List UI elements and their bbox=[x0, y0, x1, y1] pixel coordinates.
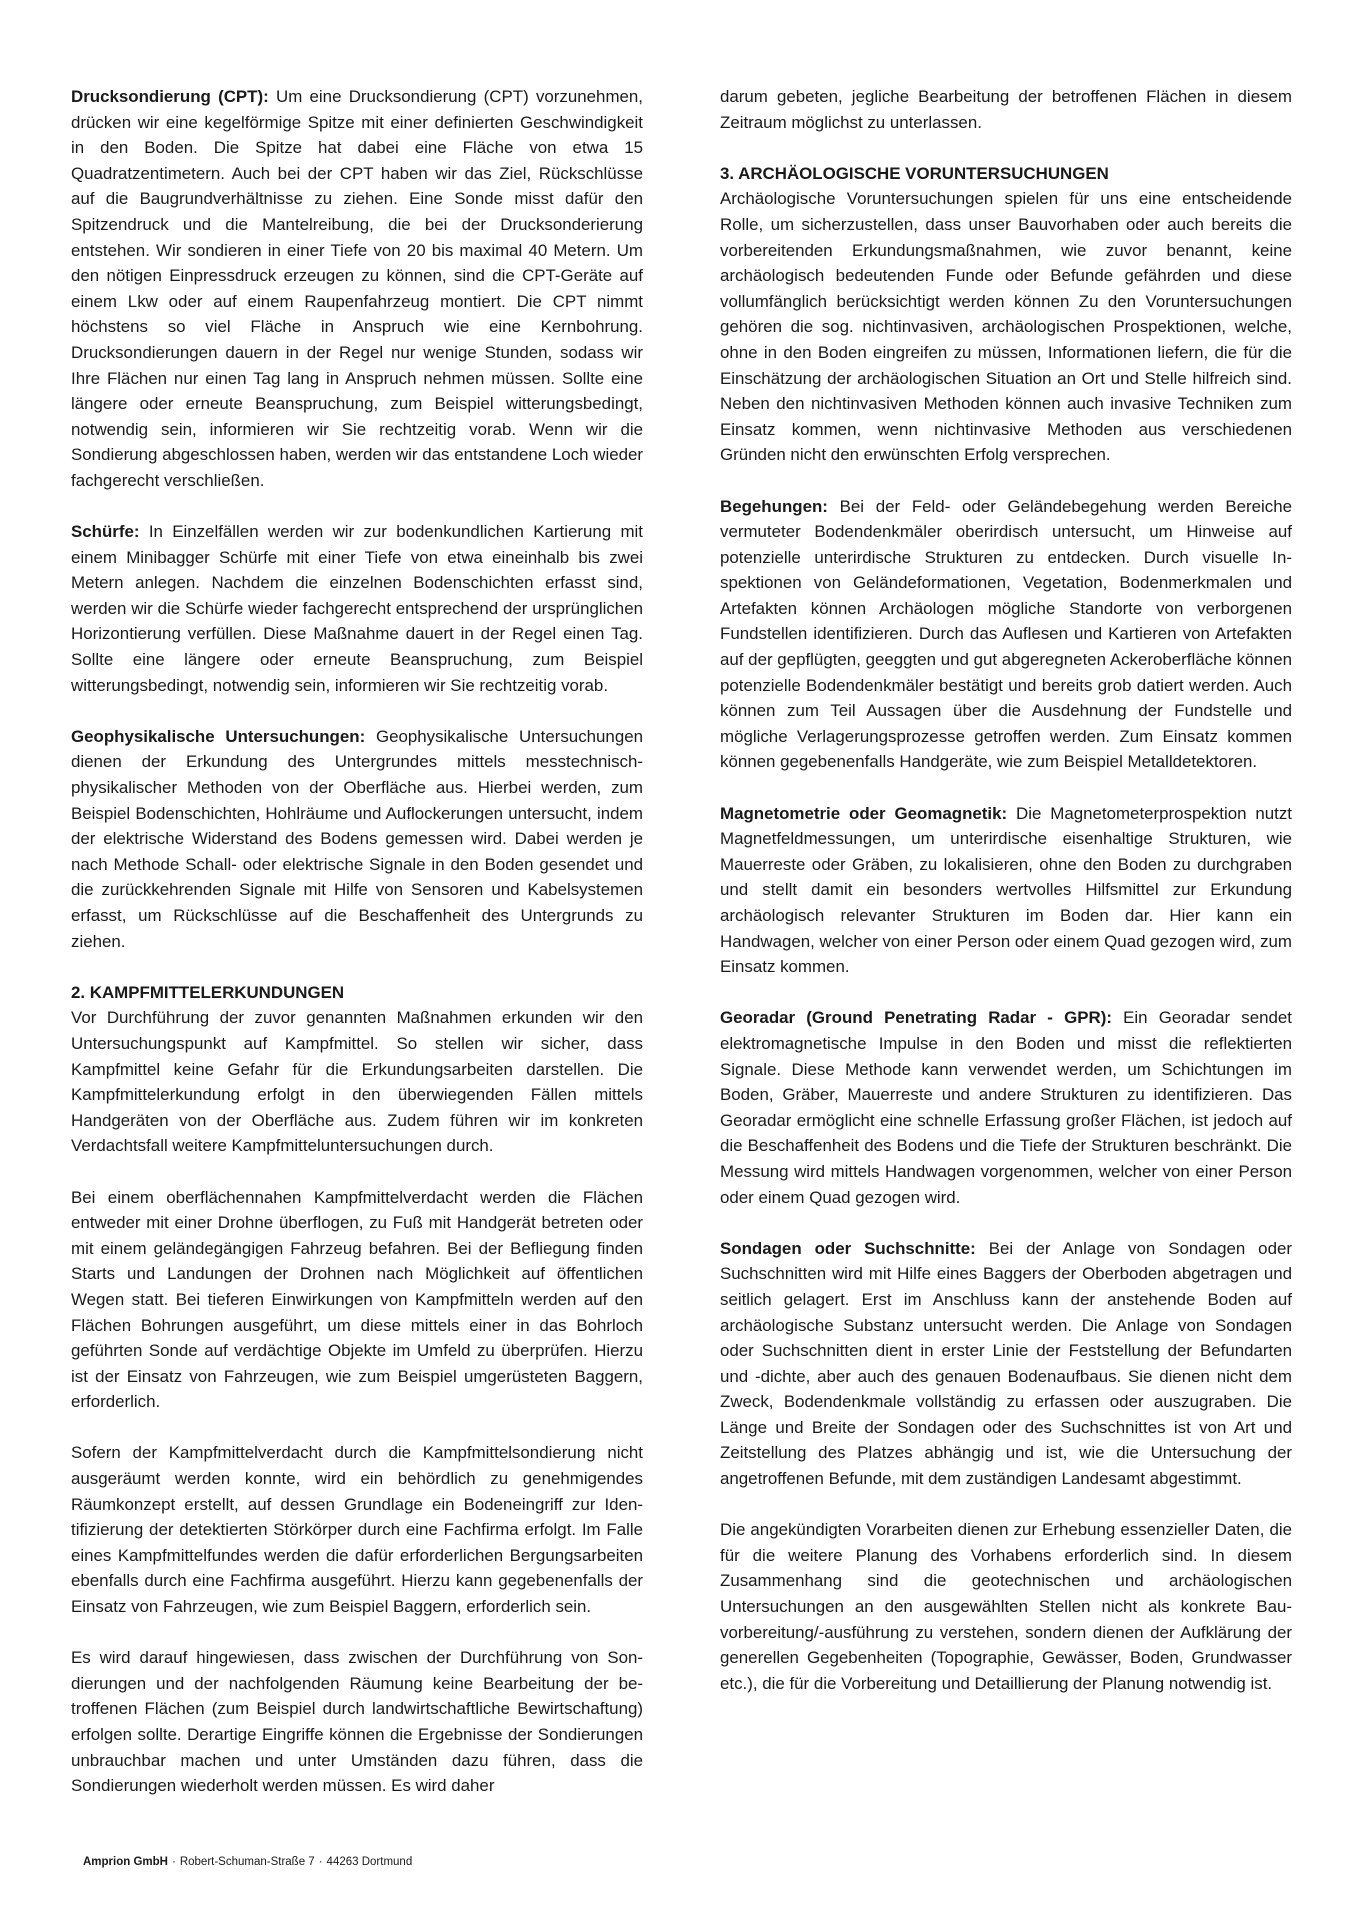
begehungen-paragraph bbox=[720, 494, 1292, 776]
page-footer bbox=[83, 1856, 412, 1868]
continuation-paragraph: darum gebeten, jegliche Bearbeitung der betroffenen Flächen in diesem Zeitraum möglichst zu unterlassen. bbox=[720, 87, 1292, 132]
magnetometrie-text: Die Magnetometerprospektion nutzt Magnetfeldmessungen, um unterirdische eisenhaltige Strukturen, wie Mauerreste oder Gräben, zu lokalisieren, ohne den Boden zu durchgraben und stellt damit ein besonders wertvolles Hilfsmittel zur Erkundung archäologisch relevanter Strukturen im Boden dar. Hier kann ein Handwagen, welcher von einer Person oder einem Quad gezogen wird, zum Einsatz kommen. bbox=[720, 803, 1292, 977]
sondagen-paragraph bbox=[720, 1236, 1292, 1492]
magnetometrie-lead: Magnetometrie oder Geomagnetik: bbox=[720, 803, 1008, 823]
closing-paragraph: Die angekündigten Vorarbeiten dienen zur Erhebung essenzieller Daten, die für die weitere Planung des Vorhabens erforderlich sind. In diesem Zusammenhang sind die geotechnischen und archäologischen Untersuchungen an den ausgewählten Stellen nicht als konkrete Bauvorbereitung/-ausführung zu verstehen, sondern dienen der Aufklärung der generellen Gegebenheiten (Topographie, Gewässer, Boden, Grundwasser etc.), die für die Vorbereitung und Detaillierung der Planung notwendig ist. bbox=[720, 1520, 1292, 1693]
kampfmittel-heading: 2. KAMPFMITTELERKUNDUNGEN bbox=[71, 982, 345, 1002]
begehungen-text: Bei der Feld- oder Geländebegehung werden Bereiche vermuteter Bodendenkmäler oberirdisch untersucht, um Hinweise auf potenzielle unterirdische Strukturen zu entdecken. Durch visuelle Inspektionen von Geländeformationen, Vegetation, Bodenmerkmalen und Artefakten können Archäologen mögliche Standorte von verborgenen Fundstellen identifizieren. Durch das Auflesen und Kartieren von Artefakten auf der gepflügten, geeggten und gut abgeregneten Ackeroberfläche können potenzielle Bodendenkmäler bestätigt und bereits grob datiert werden. Auch können zum Teil Aussagen über die Ausdehnung der Fundstelle und mögliche Verlagerungsprozesse getroffen werden. Zum Einsatz kommen können gegebenenfalls Handgeräte, wie zum Beispiel Metalldetektoren. bbox=[720, 496, 1292, 772]
georadar-paragraph bbox=[720, 1005, 1292, 1210]
kampfmittel-paragraph-2: Bei einem oberflächennahen Kampfmittelverdacht werden die Flächen entweder mit einer Drohne überflogen, zu Fuß mit Handgerät betreten oder mit einem geländegängigen Fahrzeug befahren. Bei der Befliegung finden Starts und Landungen der Drohnen nach Möglichkeit auf öffentlichen Wegen statt. Bei tieferen Einwirkungen von Kampfmitteln werden auf den Flächen Bohrungen ausgeführt, um diese mittels einer in das Bohrloch geführten Sonde auf verdächtige Objekte im Umfeld zu überprüfen. Hierzu ist der Einsatz von Fahrzeugen, wie zum Beispiel umgerüsteten Baggern, erforderlich. bbox=[71, 1187, 643, 1412]
footer-street: Robert-Schuman-Straße 7 bbox=[179, 1856, 315, 1868]
right-column bbox=[720, 84, 1292, 1696]
magnetometrie-paragraph bbox=[720, 801, 1292, 980]
geophysik-lead: Geophysikalische Untersuchungen: bbox=[71, 726, 366, 746]
footer-separator: · bbox=[318, 1856, 323, 1868]
footer-city: 44263 Dortmund bbox=[326, 1856, 413, 1868]
schuerfe-text: In Einzelfällen werden wir zur bodenkundlichen Kartierung mit einem Minibagger Schürfe mit einer Tiefe von etwa eineinhalb bis zwei Metern anlegen. Nachdem die einzelnen Bodenschichten erfasst sind, werden wir die Schürfe wieder fachgerecht entsprechend der ursprünglichen Horizontierung verfüllen. Diese Maßnahme dauert in der Regel einen Tag. Sollte eine längere oder erneute Beanspruchung, zum Beispiel witterungsbedingt, notwendig sein, informieren wir Sie rechtzeitig vorab. bbox=[71, 522, 643, 695]
georadar-text: Ein Georadar sendet elektromagnetische Impulse in den Boden und misst die reflektierten Signale. Diese Methode kann verwendet werden, um Schichtungen im Boden, Gräber, Mauerreste und andere Strukturen zu identifizieren. Das Georadar ermöglicht eine schnelle Erfassung großer Flächen, ist jedoch auf die Beschaffenheit des Bodens und die Tiefe der Strukturen beschränkt. Die Messung wird mittels Handwagen vorgenommen, welcher von einer Person oder einem Quad gezogen wird. bbox=[720, 1008, 1292, 1207]
begehungen-lead: Begehungen: bbox=[720, 496, 828, 516]
sondagen-text: Bei der Anlage von Sondagen oder Suchschnitten wird mit Hilfe eines Baggers der Oberboden abgetragen und seitlich gelagert. Erst im Anschluss kann der anstehende Boden auf archäologische Substanz untersucht werden. Die Anlage von Sondagen oder Suchschnitten dient in erster Linie der Feststellung der Befundarten und -dichte, aber auch des genauen Bodenaufbaus. Sie dienen nicht dem Zweck, Bodendenkmale vollständig zu erfassen oder auszugraben. Die Länge und Breite der Sondagen oder des Suchschnittes ist von Art und Zeitstellung des Platzes abhängig und ist, wie die Untersuchung der angetroffenen Befunde, mit dem zuständigen Landesamt abgestimmt. bbox=[720, 1238, 1292, 1489]
geophysik-text: Geophysikalische Untersuchungen dienen der Erkundung des Untergrundes mittels messtechnisch-physikalischer Methoden von der Oberfläche aus. Hierbei werden, zum Beispiel Bodenschichten, Hohlräume und Auflockerungen untersucht, indem der elektrische Widerstand des Bodens gemessen wird. Dabei werden je nach Methode Schall- oder elektrische Signale in den Boden gesendet und die zurückkehrenden Signale mit Hilfe von Sensoren und Kabelsystemen erfasst, um Rückschlüsse auf die Beschaffenheit des Untergrunds zu ziehen. bbox=[71, 726, 644, 951]
archaeo-heading: 3. ARCHÄOLOGISCHE VORUNTERSUCHUNGEN bbox=[720, 163, 1109, 183]
footer-company: Amprion GmbH bbox=[83, 1856, 168, 1868]
schuerfe-paragraph bbox=[71, 519, 643, 698]
schuerfe-lead: Schürfe: bbox=[71, 522, 140, 542]
kampfmittel-paragraph-1: Vor Durchführung der zuvor genannten Maßnahmen erkunden wir den Untersuchungspunkt auf Kampfmittel. So stellen wir sicher, dass Kampfmittel keine Gefahr für die Erkundungsarbeiten darstellen. Die Kampfmittelerkundung erfolgt in den überwiegenden Fällen mittels Handgeräten von der Oberfläche aus. Zudem führen wir im konkreten Verdachtsfall weitere Kampfmitteluntersuchungen durch. bbox=[71, 1008, 643, 1156]
sondagen-lead: Sondagen oder Suchschnitte: bbox=[720, 1238, 976, 1258]
georadar-lead: Georadar (Ground Penetrating Radar - GPR): bbox=[720, 1008, 1112, 1028]
geophysik-paragraph bbox=[71, 724, 643, 954]
cpt-text: Um eine Drucksondierung (CPT) vorzunehmen, drücken wir eine kegelförmige Spitze mit einer definierten Geschwindigkeit in den Boden. Die Spitze hat dabei eine Fläche von etwa 15 Quadratzentimetern. Auch bei der CPT haben wir das Ziel, Rückschlüsse auf die Baugrundverhältnisse zu ziehen. Eine Sonde misst dafür den Spitzendruck und die Mantelreibung, die bei der Drucksonderierung entstehen. Wir sondieren in einer Tiefe von 20 bis maximal 40 Metern. Um den nötigen Einpressdruck erzeugen zu können, sind die CPT-Geräte auf einem Lkw oder auf einem Raupenfahrzeug montiert. Die CPT nimmt höchstens so viel Fläche in Anspruch wie eine Kernbohrung. Drucksondierungen dauern in der Regel nur wenige Stunden, sodass wir Ihre Flächen nur einen Tag lang in Anspruch nehmen müssen. Sollte eine längere oder erneute Beanspruchung, zum Beispiel witterungsbedingt, notwendig sein, informieren wir Sie rechtzeitig vorab. Wenn wir die Sondierung abgeschlossen haben, werden wir das entstandene Loch wieder fachgerecht verschließen. bbox=[71, 87, 643, 490]
kampfmittel-paragraph-4: Es wird darauf hingewiesen, dass zwischen der Durchführung von Sondierungen und der nachfolgenden Räumung keine Bearbeitung der betroffenen Flächen (zum Beispiel durch landwirtschaftliche Bewirtschaftung) erfolgen sollte. Derartige Eingriffe können die Ergebnisse der Sondierungen unbrauchbar machen und unter Umständen dazu führen, dass die Sondierungen wiederholt werden müssen. Es wird daher bbox=[71, 1648, 643, 1796]
left-column bbox=[71, 84, 643, 1799]
archaeo-paragraph: Archäologische Voruntersuchungen spielen für uns eine entscheidende Rolle, um sicherzustellen, dass unser Bauvorhaben oder auch bereits die vorbereitenden Erkundungsmaßnahmen, wie zuvor benannt, keine archäologisch bedeutenden Funde oder Befunde gefährden und diese vollumfänglich berücksichtigt werden können Zu den Voruntersuchungen gehören die sog. nichtinvasiven, archäologischen Prospektionen, welche, ohne in den Boden eingreifen zu müssen, Informationen liefern, die für die Einschätzung der archäologischen Situation an Ort und Stelle hilfreich sind. Neben den nichtinvasiven Methoden können auch invasive Techniken zum Einsatz kommen, wenn nichtinvasive Methoden aus verschiedenen Gründen nicht den erwünschten Erfolg versprechen. bbox=[720, 189, 1292, 465]
cpt-lead: Drucksondierung (CPT): bbox=[71, 87, 269, 106]
footer-separator: · bbox=[171, 1856, 176, 1868]
cpt-paragraph bbox=[71, 84, 643, 494]
kampfmittel-paragraph-3: Sofern der Kampfmittelverdacht durch die Kampfmittelsondierung nicht ausgeräumt werden konnte, wird ein behördlich zu genehmigendes Räumkonzept erstellt, auf dessen Grundlage ein Bodeneingriff zur Identifizierung der detektierten Störkörper durch eine Fachfirma erfolgt. Im Falle eines Kampfmittelfundes werden die dafür erforderlichen Bergungsarbeiten ebenfalls durch eine Fachfirma ausgeführt. Hierzu kann gegebenenfalls der Einsatz von Fahrzeugen, wie zum Beispiel Baggern, erforderlich sein. bbox=[71, 1443, 643, 1617]
